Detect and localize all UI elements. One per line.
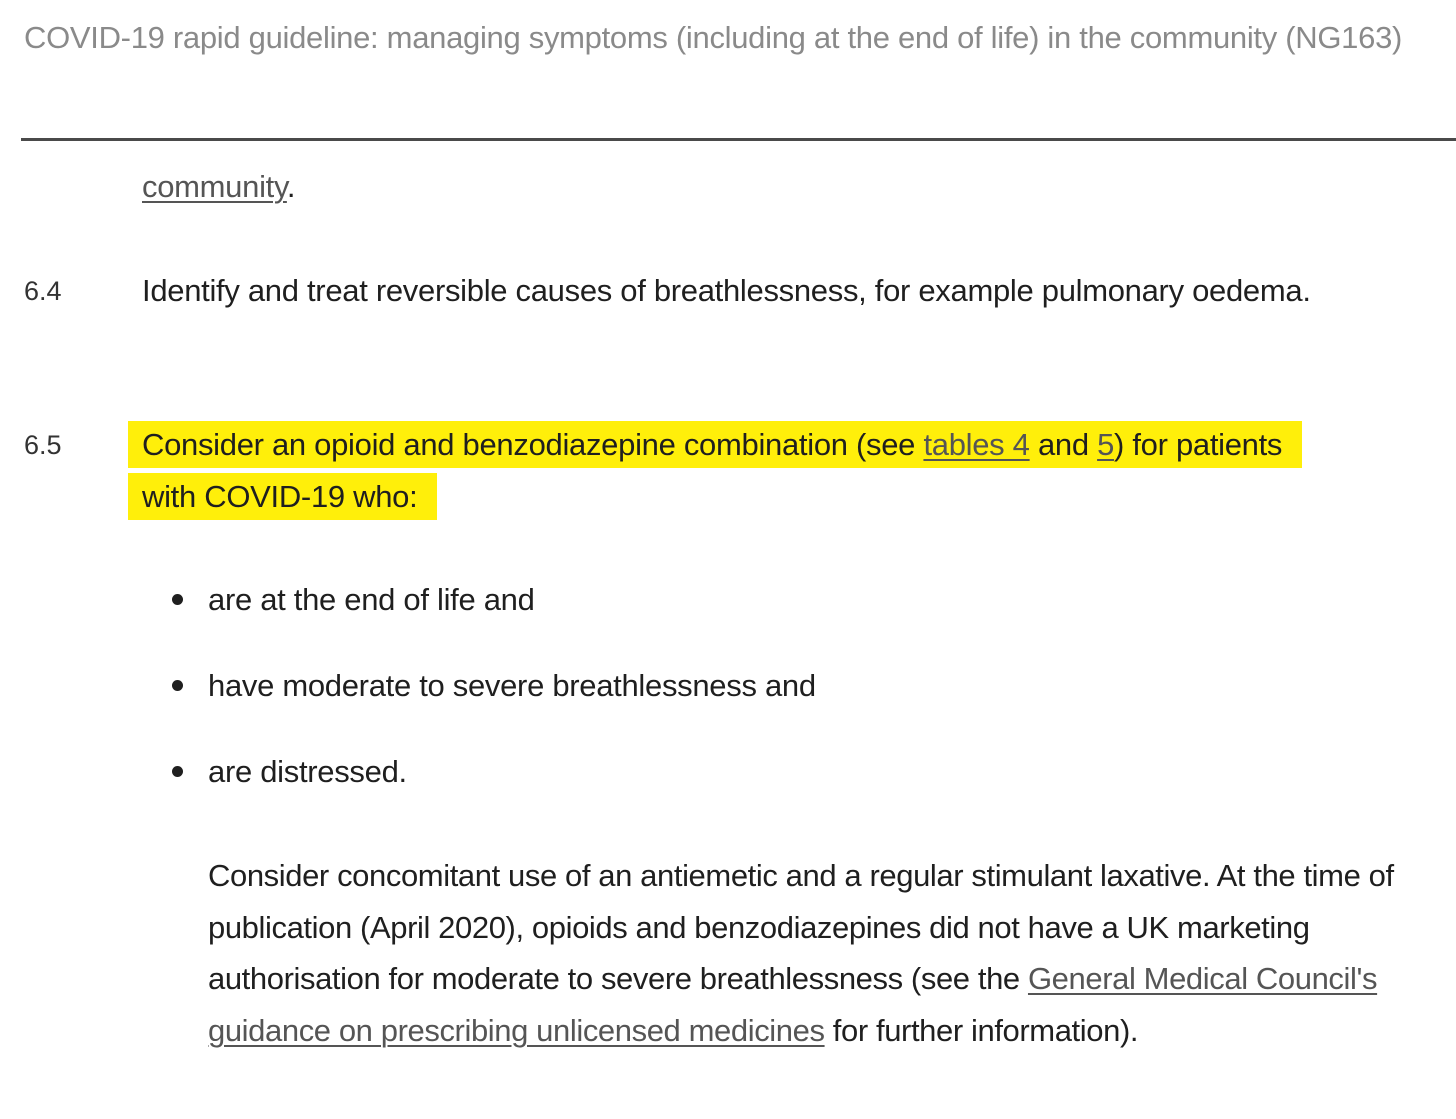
list-item-text: are distressed. [208, 754, 407, 789]
gmc-guidance-link[interactable]: General Medical Council's guidance on prescribing unlicensed medicines [208, 961, 1378, 1048]
tables-4-link[interactable]: tables 4 [923, 427, 1030, 462]
rec-6-5-text-and: and [1029, 427, 1098, 462]
bullet-icon [172, 680, 183, 691]
table-5-link[interactable]: 5 [1097, 427, 1115, 462]
list-item [160, 574, 816, 660]
list-item-text: are at the end of life and [208, 582, 535, 617]
list-item [160, 660, 816, 746]
bullet-icon [172, 766, 183, 777]
note-text-before: Consider concomitant use of an antiemetic and a regular stimulant laxative. At the time of publication (April 2020), opioids and benzodiazepines did not have a UK marketing authorisation for moderate to severe breathlessness (see the [208, 858, 1394, 996]
continuation-text [142, 165, 295, 209]
rec-6-5-number: 6.5 [24, 430, 62, 460]
bullet-icon [172, 594, 183, 605]
community-link[interactable]: community [142, 169, 287, 204]
rec-6-5-text-after: ) for patients with COVID-19 who: [142, 427, 1283, 514]
list-item [160, 746, 816, 832]
continuation-period: . [286, 169, 296, 204]
rec-6-4-number: 6.4 [24, 276, 62, 306]
rec-6-5-text-before: Consider an opioid and benzodiazepine combination (see [142, 427, 924, 462]
list-item-text: have moderate to severe breathlessness and [208, 668, 816, 703]
rec-6-4-text: Identify and treat reversible causes of breathlessness, for example pulmonary oedema. [142, 273, 1311, 308]
highlighted-recommendation [128, 421, 1302, 520]
note-text-after: for further information). [824, 1012, 1139, 1048]
prescribing-note [208, 850, 1438, 1056]
document-header-title: COVID-19 rapid guideline: managing symptoms (including at the end of life) in the community (NG163) [24, 20, 1403, 55]
criteria-bullet-list [160, 574, 816, 832]
rec-6-5-text [142, 419, 1312, 523]
header-divider [21, 138, 1456, 141]
